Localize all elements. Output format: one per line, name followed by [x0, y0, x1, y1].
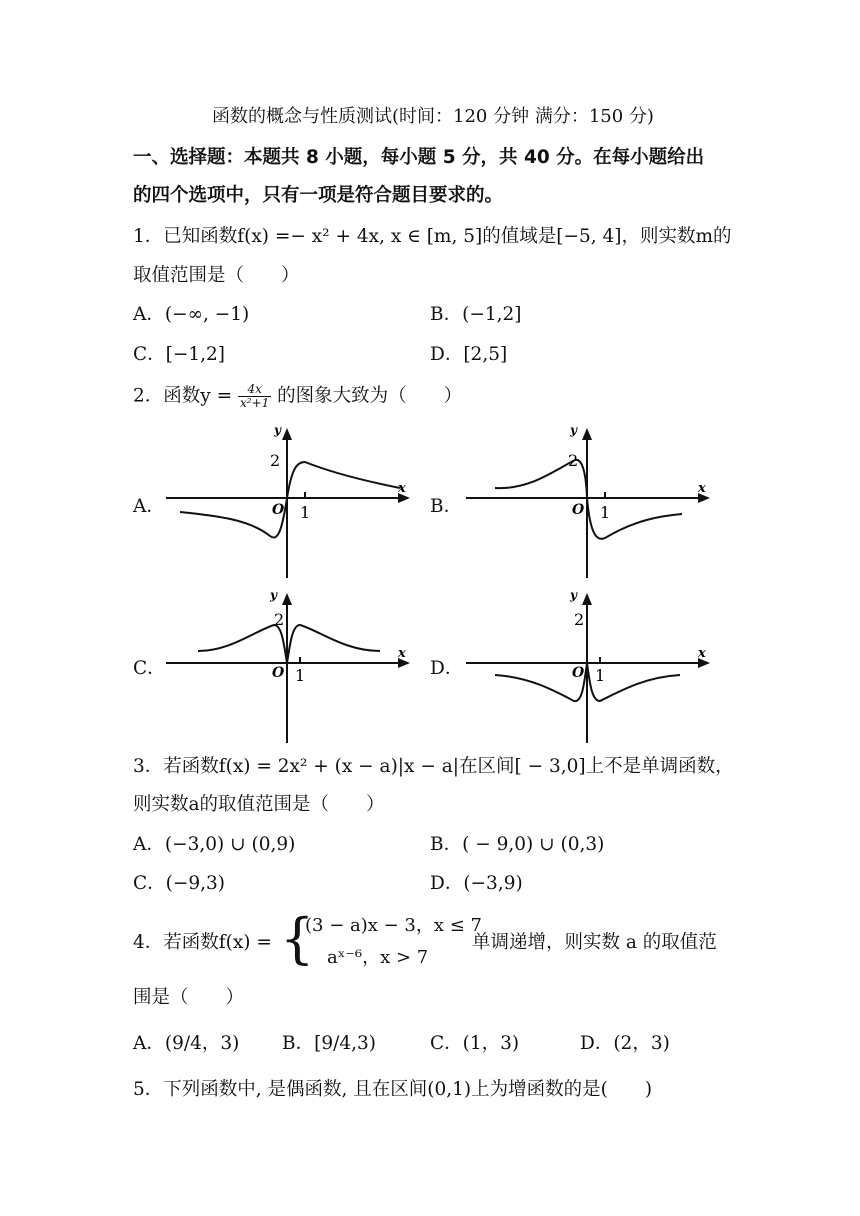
page-title: 函数的概念与性质测试(时间：120 分钟 满分：150 分) — [212, 106, 654, 127]
q2-fraction — [238, 383, 271, 410]
x-tick-label: 1 — [295, 666, 306, 685]
q5-stem-line1: 5．下列函数中, 是偶函数, 且在区间(0,1)上为增函数的是( ) — [133, 1079, 653, 1100]
curve — [198, 625, 380, 663]
x-tick-label: 1 — [300, 503, 311, 522]
y-axis-label: y — [270, 588, 277, 602]
q4-option-a[interactable]: A．(9/4，3) — [133, 1033, 240, 1054]
y-tick-label: 2 — [574, 610, 585, 629]
q2-graph-d — [460, 585, 720, 745]
y-axis-label: y — [274, 423, 281, 437]
x-tick-label: 1 — [600, 503, 611, 522]
x-axis-label: x — [398, 646, 406, 661]
x-axis-label: x — [698, 646, 706, 661]
q2-fraction-denominator: x²+1 — [240, 396, 270, 410]
q2-stem-suffix: 的图象大致为（ ） — [277, 385, 463, 407]
q1-stem-line1: 1．已知函数f(x) =− x² + 4x, x ∈ [m, 5]的值域是[−5, 4]，则实数m的 — [133, 226, 732, 247]
q3-stem-line1: 3．若函数f(x) = 2x² + (x − a)|x − a|在区间[ − 3,0]上不是单调函数， — [133, 756, 734, 777]
q1-option-d[interactable]: D．[2,5] — [430, 344, 508, 365]
q1-option-c[interactable]: C．[−1,2] — [133, 344, 226, 365]
y-tick-label: 2 — [270, 451, 281, 470]
y-tick-label: 2 — [568, 451, 579, 470]
q3-option-c[interactable]: C．(−9,3) — [133, 873, 226, 894]
q2-graph-c-label[interactable]: C． — [133, 658, 166, 679]
curve — [495, 460, 682, 539]
y-axis-label: y — [570, 423, 577, 437]
q4-stem-prefix: 4．若函数f(x) = — [133, 932, 272, 953]
q2-graph-b-label[interactable]: B． — [430, 496, 463, 517]
q3-option-a[interactable]: A．(−3,0) ∪ (0,9) — [133, 834, 296, 855]
q1-option-a[interactable]: A．(−∞, −1) — [133, 304, 250, 325]
origin-label: O — [572, 502, 585, 518]
q4-case-1: (3 − a)x − 3，x ≤ 7 — [305, 915, 483, 936]
q2-graph-a-label[interactable]: A． — [133, 496, 165, 517]
q1-option-b[interactable]: B．(−1,2] — [430, 304, 522, 325]
y-axis-arrow-icon — [282, 428, 292, 440]
q3-option-d[interactable]: D．(−3,9) — [430, 873, 523, 894]
q4-option-b[interactable]: B．[9/4,3) — [282, 1033, 376, 1054]
x-tick-label: 1 — [595, 666, 606, 685]
q4-option-c[interactable]: C．(1，3) — [430, 1033, 520, 1054]
q4-case-2: aˣ⁻⁶，x > 7 — [327, 947, 429, 968]
piecewise-brace: { — [280, 907, 315, 970]
q1-stem-line2: 取值范围是（ ） — [133, 265, 300, 286]
section-header-line2: 的四个选项中，只有一项是符合题目要求的。 — [133, 185, 504, 206]
x-axis-label: x — [398, 481, 406, 496]
y-axis-arrow-icon — [282, 593, 292, 605]
y-axis-arrow-icon — [582, 593, 592, 605]
origin-label: O — [272, 502, 285, 518]
y-axis-arrow-icon — [582, 428, 592, 440]
q2-graph-b — [460, 420, 720, 580]
y-axis-label: y — [570, 588, 577, 602]
q2-graph-c — [160, 585, 420, 745]
q4-stem-suffix: 单调递增，则实数 a 的取值范 — [472, 932, 717, 953]
origin-label: O — [272, 665, 285, 681]
q2-graph-d-label[interactable]: D． — [430, 658, 464, 679]
q2-graph-a — [160, 420, 420, 580]
section-header-line1: 一、选择题：本题共 8 小题，每小题 5 分，共 40 分。在每小题给出 — [133, 147, 705, 168]
curve — [180, 462, 400, 537]
q2-fraction-numerator: 4x — [238, 383, 271, 397]
q2-stem-prefix: 2．函数y = — [133, 385, 233, 407]
origin-label: O — [572, 665, 585, 681]
q3-option-b[interactable]: B．( − 9,0) ∪ (0,3) — [430, 834, 605, 855]
q3-stem-line2: 则实数a的取值范围是（ ） — [133, 794, 385, 815]
q4-stem-line2: 围是（ ） — [133, 987, 245, 1008]
q4-option-d[interactable]: D．(2，3) — [580, 1033, 670, 1054]
y-tick-label: 2 — [274, 610, 285, 629]
q2-stem — [133, 383, 462, 410]
x-axis-label: x — [698, 481, 706, 496]
